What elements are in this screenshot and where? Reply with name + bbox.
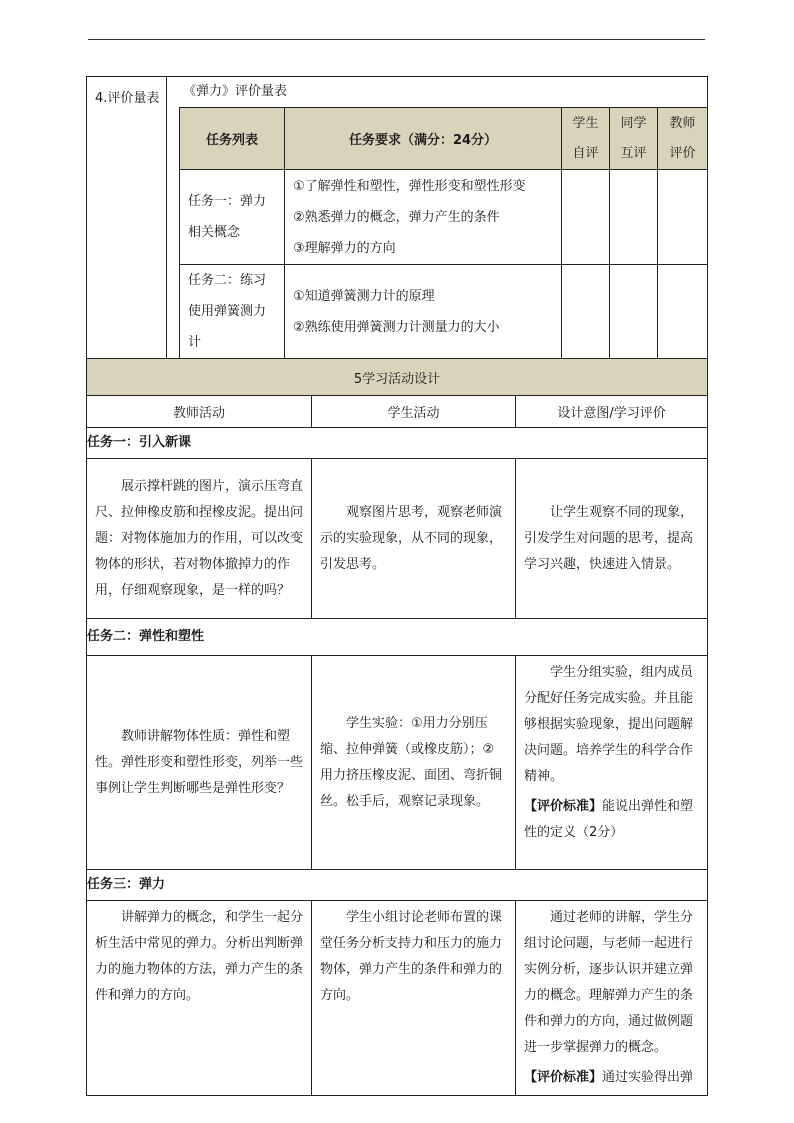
teacher-activity-cell [87, 459, 312, 619]
design-intent-cell [516, 459, 708, 619]
eval-task-name: 任务二：练习使用弹簧测力计 [180, 265, 285, 359]
col-task-requirement: 任务要求（满分：24分） [285, 108, 562, 170]
eval-table-row [180, 170, 708, 265]
eval-criteria-text: 能说出弹性和塑性的定义（2分） [524, 799, 694, 840]
eval-criteria-text: 通过实验得出弹 [602, 1070, 694, 1085]
teacher-activity: 展示撑杆跳的图片，演示压弯直尺、拉伸橡皮筋和捏橡皮泥。提出问题：对物体施加力的作用，可以改变物体的形状，若对物体撤掉力的作用，仔细观察现象，是一样的吗？ [95, 478, 304, 598]
eval-req: ②熟练使用弹簧测力计测量力的大小 [293, 319, 500, 335]
task-content-row [87, 901, 708, 1096]
eval-req: ①知道弹簧测力计的原理 [293, 288, 435, 304]
peer-eval-cell[interactable] [610, 265, 658, 359]
eval-criteria [516, 794, 707, 850]
eval-section-content [167, 77, 708, 359]
eval-criteria-tag: 【评价标准】 [524, 799, 603, 814]
eval-section-label: 4.评价量表 [87, 77, 167, 359]
task-content-row [87, 656, 708, 870]
student-activity-cell [312, 656, 516, 870]
task-title-row [87, 870, 708, 901]
student-activity: 学生小组讨论老师布置的课堂任务分析支持力和压力的施力物体，弹力产生的条件和弹力的方向。 [320, 910, 503, 1003]
page-header-rule [88, 39, 705, 40]
task-content-row [87, 459, 708, 619]
col-design-intent: 设计意图/学习评价 [516, 396, 708, 428]
eval-task-reqs [285, 170, 562, 265]
task-title: 任务三：弹力 [87, 870, 708, 901]
design-intent: 学生分组实验，组内成员分配好任务完成实验。并且能够根据实验现象，提出问题解决问题。培养学生的科学合作精神。 [524, 665, 694, 784]
eval-task-reqs [285, 265, 562, 359]
col-teacher-activity: 教师活动 [87, 396, 312, 428]
self-eval-cell[interactable] [562, 265, 610, 359]
eval-table-header [180, 108, 708, 170]
teacher-activity-cell [87, 656, 312, 870]
teacher-activity: 讲解弹力的概念，和学生一起分析生活中常见的弹力。分析出判断弹力的施力物体的方法，弹力产生的条件和弹力的方向。 [95, 910, 304, 1003]
task-title-row [87, 428, 708, 459]
eval-table-row [180, 265, 708, 359]
eval-req: ②熟悉弹力的概念，弹力产生的条件 [293, 209, 500, 225]
eval-section-row [87, 77, 708, 359]
self-eval-cell[interactable] [562, 170, 610, 265]
col-student-activity: 学生活动 [312, 396, 516, 428]
peer-eval-cell[interactable] [610, 170, 658, 265]
student-activity: 学生实验：①用力分别压缩、拉伸弹簧（或橡皮筋）；②用力挤压橡皮泥、面团、弯折铜丝。松手后，观察记录现象。 [320, 715, 503, 809]
eval-task-name: 任务一：弹力相关概念 [180, 170, 285, 265]
student-activity-cell [312, 901, 516, 1096]
col-peer-eval: 同学互评 [610, 108, 658, 170]
task-title: 任务二：弹性和塑性 [87, 619, 708, 656]
design-intent: 通过老师的讲解，学生分组讨论问题，与老师一起进行实例分析，逐步认识并建立弹力的概念。理解弹力产生的条件和弹力的方向，通过做例题进一步掌握弹力的概念。 [524, 910, 694, 1055]
eval-req: ③理解弹力的方向 [293, 240, 396, 256]
eval-table [179, 107, 708, 359]
design-band-title: 5学习活动设计 [87, 359, 708, 396]
design-band-row [87, 359, 708, 396]
student-activity: 观察图片思考，观察老师演示的实验现象，从不同的现象，引发思考。 [320, 504, 503, 572]
task-title: 任务一：引入新课 [87, 428, 708, 459]
eval-table-title: 《弹力》评价量表 [183, 84, 288, 99]
design-intent-cell [516, 656, 708, 870]
teacher-activity-cell [87, 901, 312, 1096]
design-intent-cell [516, 901, 708, 1096]
eval-criteria [516, 1065, 707, 1095]
student-activity-cell [312, 459, 516, 619]
eval-criteria-tag: 【评价标准】 [524, 1070, 603, 1085]
lesson-plan-table [86, 76, 708, 1096]
teacher-eval-cell[interactable] [658, 170, 708, 265]
eval-req: ①了解弹性和塑性，弹性形变和塑性形变 [293, 178, 526, 194]
col-task-list: 任务列表 [180, 108, 285, 170]
teacher-eval-cell[interactable] [658, 265, 708, 359]
col-self-eval: 学生自评 [562, 108, 610, 170]
teacher-activity: 教师讲解物体性质：弹性和塑性。弹性形变和塑性形变，列举一些事例让学生判断哪些是弹性形变？ [95, 728, 304, 796]
design-intent: 让学生观察不同的现象，引发学生对问题的思考，提高学习兴趣，快速进入情景。 [524, 504, 694, 572]
task-title-row [87, 619, 708, 656]
col-teacher-eval: 教师评价 [658, 108, 708, 170]
design-columns-row [87, 396, 708, 428]
